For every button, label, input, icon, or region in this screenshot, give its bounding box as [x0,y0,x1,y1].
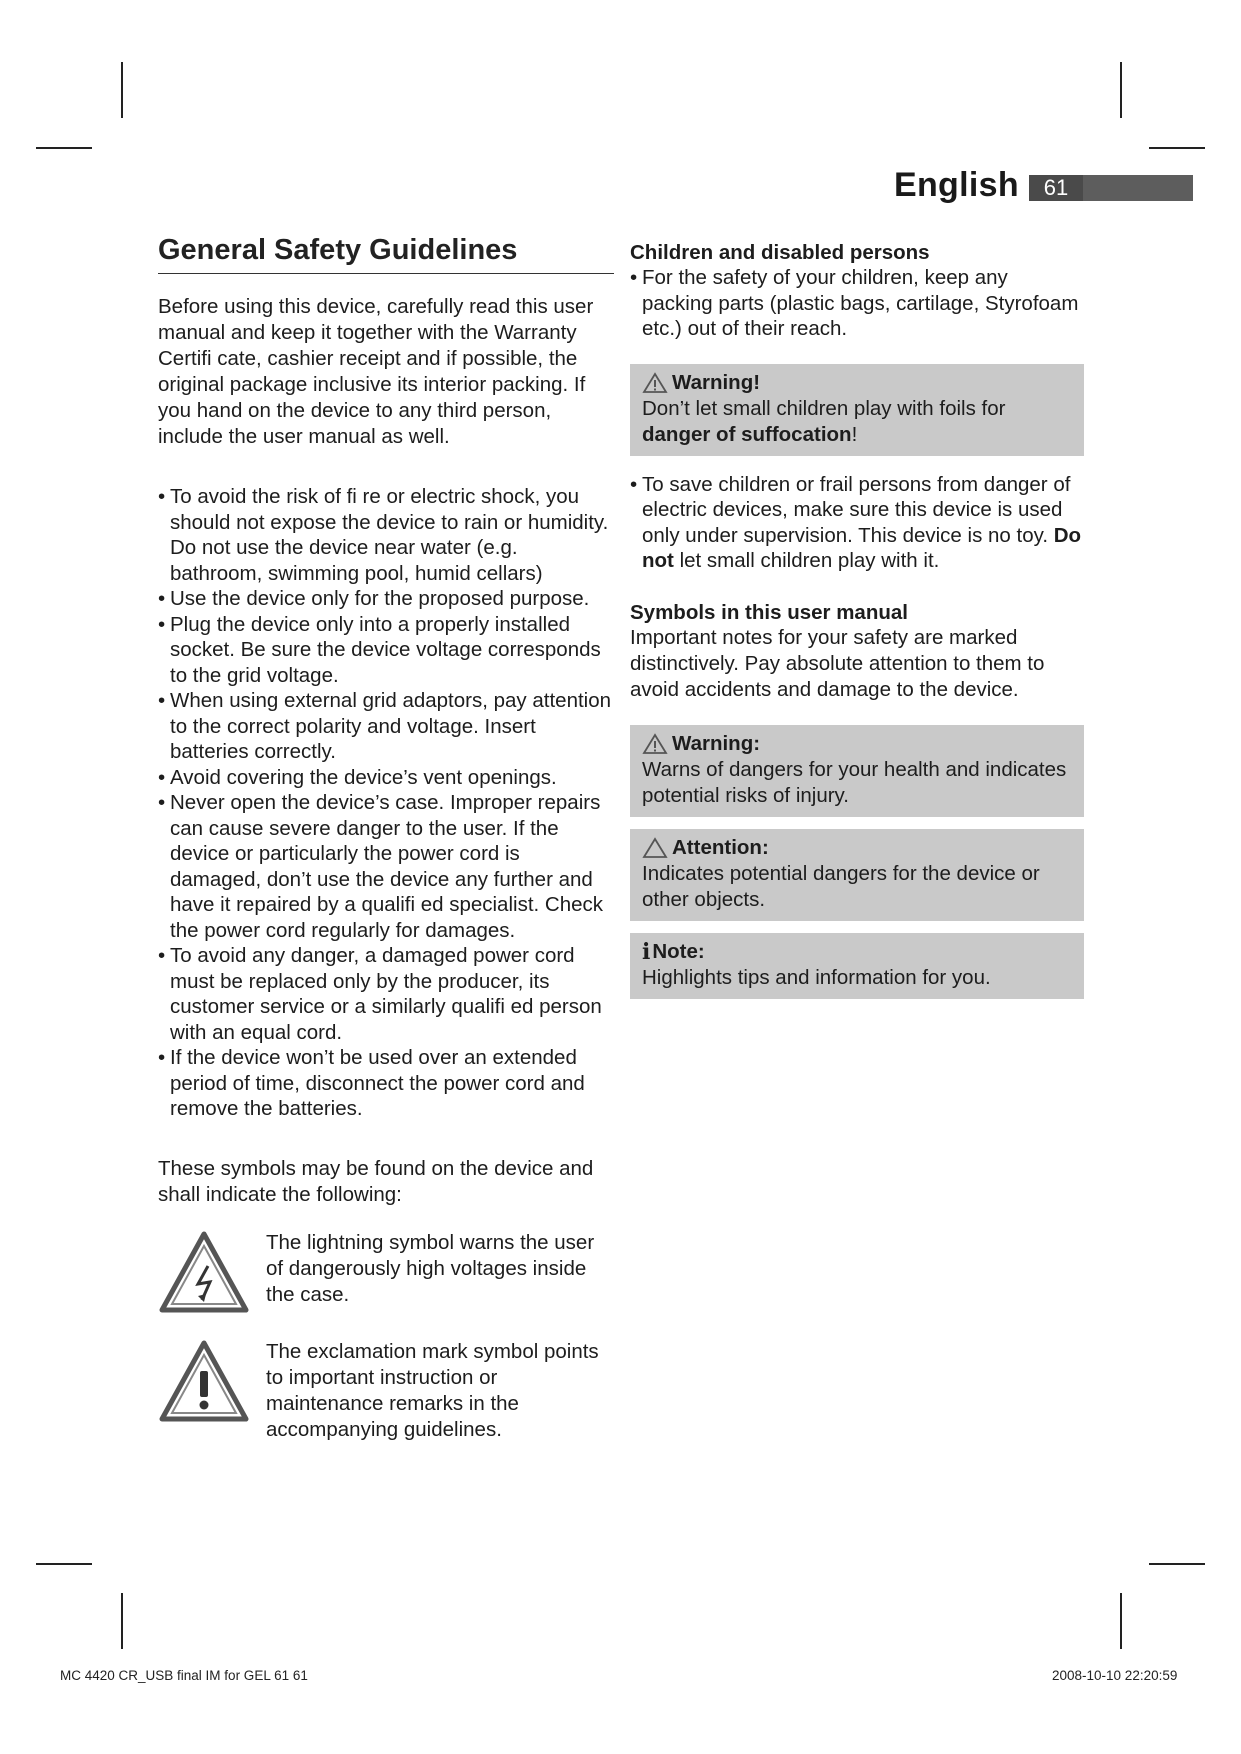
warning-box-header [642,370,1072,396]
crop-mark [121,62,123,118]
crop-mark [1120,1593,1122,1649]
children-list [630,265,1084,342]
symbol-description: The exclamation mark symbol points to important instruction or maintenance remarks in the accompanying guidelines. [266,1339,599,1441]
crop-mark [36,147,92,149]
safety-bullet-list [158,484,614,1122]
lightning-warning-icon [158,1230,266,1319]
list-item: • Plug the device only into a properly installed socket. Be sure the device voltage corresponds to the grid voltage. [158,612,601,687]
left-column [158,234,614,1443]
warning-title: Warning! [672,370,761,394]
footer-timestamp: 2008-10-10 22:20:59 [1052,1668,1178,1683]
list-item: • When using external grid adaptors, pay attention to the correct polarity and voltage. Insert batteries correctly. [158,689,612,763]
list-item: • To avoid the risk of fi re or electric shock, you should not expose the device to rain or humidity. Do not use the device near water (e.g. bathroom, swimming pool, humid cellars) [158,485,609,585]
attention-box-header [642,835,1072,861]
list-item: • Never open the device’s case. Improper repairs can cause severe danger to the user. If the device or particularly the power cord is damaged, don’t use the device any further and have it repaired by a qualifi ed specialist. Check the power cord regularly for damages. [158,791,604,942]
symbols-heading: Symbols in this user manual [630,600,908,624]
footer-file-info: MC 4420 CR_USB final IM for GEL 61 61 [60,1668,308,1683]
children-heading: Children and disabled persons [630,241,930,264]
language-heading: English [894,166,1019,204]
page-number: 61 [1029,175,1083,201]
warning-triangle-icon [642,372,668,394]
symbol-description: The lightning symbol warns the user of dangerously high voltages inside the case. [266,1230,595,1306]
attention-triangle-icon [642,837,668,859]
frail-list [630,472,1084,574]
box-title: Attention: [672,835,769,859]
list-item: • Avoid covering the device’s vent openings. [158,765,557,789]
list-item: • If the device won’t be used over an extended period of time, disconnect the power cord and remove the batteries. [158,1046,585,1120]
list-item: • For the safety of your children, keep any packing parts (plastic bags, cartilage, Styrofoam etc.) out of their reach. [630,266,1079,340]
warning-box-header [642,731,1072,757]
attention-box [630,829,1084,921]
exclamation-warning-icon [158,1339,266,1443]
symbols-intro: These symbols may be found on the device and shall indicate the following: [158,1156,594,1206]
symbol-row [158,1230,614,1319]
box-title: Note: [652,939,705,963]
crop-mark [1149,147,1205,149]
symbols-text: Important notes for your safety are marked distinctively. Pay absolute attention to them to avoid accidents and damage to the device. [630,625,1045,701]
crop-mark [1149,1563,1205,1565]
warning-text: Don’t let small children play with foils for danger of suffocation! [642,396,1006,446]
warning-box [630,364,1084,456]
crop-mark [121,1593,123,1649]
box-text: Highlights tips and information for you. [642,965,991,989]
box-text: Warns of dangers for your health and indicates potential risks of injury. [642,757,1067,807]
note-box [630,933,1084,999]
header-bar [1083,175,1193,201]
box-text: Indicates potential dangers for the device or other objects. [642,861,1040,911]
list-item: • To avoid any danger, a damaged power cord must be replaced only by the producer, its customer service or a similarly qualifi ed person with an equal cord. [158,944,602,1044]
list-item: • To save children or frail persons from danger of electric devices, make sure this device is used only under supervision. This device is no toy. Do not let small children play with it. [630,472,1082,572]
intro-paragraph: Before using this device, carefully read this user manual and keep it together with the Warranty Certifi cate, cashier receipt and if possible, the original package inclusive its interior packing. If you hand on the device to any third person, include the user manual as well. [158,295,594,448]
warning-box [630,725,1084,817]
crop-mark [1120,62,1122,118]
symbol-row [158,1339,614,1443]
list-item: • Use the device only for the proposed purpose. [158,587,590,610]
warning-triangle-icon [642,733,668,755]
info-icon: i [642,938,651,965]
right-column [630,240,1084,999]
section-title: General Safety Guidelines [158,234,614,274]
crop-mark [36,1563,92,1565]
note-box-header [642,939,1072,965]
box-title: Warning: [672,731,761,755]
